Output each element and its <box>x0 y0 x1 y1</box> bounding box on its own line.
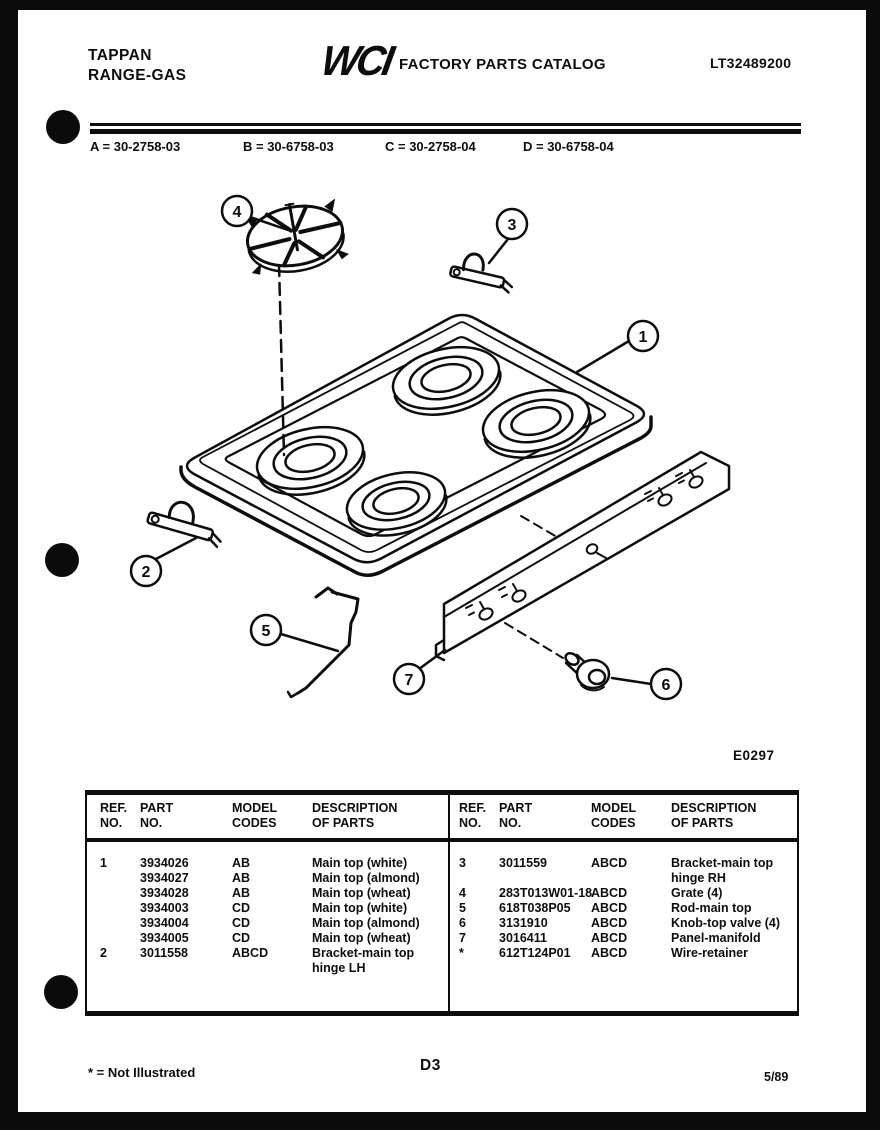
callout-5 <box>251 615 281 645</box>
part-no-cell: 3131910 <box>499 916 548 930</box>
callout-7 <box>394 664 424 694</box>
col-model: MODEL <box>591 801 637 815</box>
callout-1 <box>628 321 658 351</box>
part-no-cell: 3934004 <box>140 916 189 930</box>
description-cell: Bracket-main top hinge RH <box>671 856 774 885</box>
part-no-cell: 3934003 <box>140 901 189 915</box>
parts-table <box>85 790 799 1016</box>
part-no-cell: 3011558 <box>140 946 188 960</box>
model-codes-cell: CD <box>232 916 251 930</box>
table-row <box>459 901 795 916</box>
callout-2 <box>131 556 161 586</box>
table-row <box>100 931 446 946</box>
model-codes-cell: ABCD <box>591 946 628 960</box>
table-row <box>100 946 446 976</box>
date-code: 5/89 <box>764 1070 789 1084</box>
brand-line-1: TAPPAN <box>88 47 152 64</box>
table-row <box>100 901 446 916</box>
model-codes-cell: ABCD <box>591 886 628 900</box>
callout-3 <box>497 209 527 239</box>
brand-line-2: RANGE-GAS <box>88 67 187 84</box>
col-part: PART <box>499 801 533 815</box>
ref-no-cell: 1 <box>100 856 107 870</box>
description-cell: Main top (wheat) <box>312 886 411 900</box>
parts-table-left <box>87 795 448 1011</box>
wci-logo: WCI <box>317 38 395 85</box>
callout-6 <box>651 669 681 699</box>
table-row <box>100 916 446 931</box>
description-cell: Main top (almond) <box>312 871 420 885</box>
ref-no-cell: 3 <box>459 856 466 870</box>
description-cell: Grate (4) <box>671 886 723 900</box>
table-row <box>100 871 446 886</box>
svg-text:1: 1 <box>638 329 648 346</box>
table-row <box>459 946 795 961</box>
part-no-cell: 3934005 <box>140 931 189 945</box>
part-no-cell: 618T038P05 <box>499 901 571 915</box>
part-no-cell: 3011559 <box>499 856 547 870</box>
bracket-lh-part <box>146 494 228 547</box>
col-ref: REF. <box>100 801 128 815</box>
description-cell: Main top (white) <box>312 901 408 915</box>
part-no-cell: 3016411 <box>499 931 547 945</box>
ref-no-cell <box>100 901 140 916</box>
part-no-cell: 3934027 <box>140 871 189 885</box>
ref-no-cell <box>100 916 140 931</box>
description-cell: Main top (almond) <box>312 916 420 930</box>
description-cell: Bracket-main top hinge LH <box>312 946 415 975</box>
table-row <box>459 856 795 886</box>
ref-no-cell: * <box>459 946 464 960</box>
right-rows <box>459 856 795 961</box>
description-cell: Knob-top valve (4) <box>671 916 781 930</box>
svg-text:2: 2 <box>141 564 151 581</box>
part-no-cell: 3934026 <box>140 856 189 870</box>
table-header-row: REF. NO. PART NO. MODEL CODES DESCRIPTION OF PARTS <box>100 801 446 831</box>
ref-no-cell: 4 <box>459 886 466 900</box>
model-codes-cell: CD <box>232 901 251 915</box>
table-header-row: REF. NO. PART NO. MODEL CODES DESCRIPTION OF PARTS <box>459 801 795 831</box>
model-code-b: B = 30-6758-03 <box>243 139 334 154</box>
col-ref: REF. <box>459 801 487 815</box>
svg-text:6: 6 <box>661 677 671 694</box>
model-codes-cell: ABCD <box>591 856 628 870</box>
model-code-d: D = 30-6758-04 <box>523 139 614 154</box>
model-codes-cell: AB <box>232 886 251 900</box>
table-row <box>100 886 446 901</box>
model-code-c: C = 30-2758-04 <box>385 139 476 154</box>
ref-no-cell: 5 <box>459 901 466 915</box>
svg-text:7: 7 <box>404 672 414 689</box>
col-part: PART <box>140 801 174 815</box>
publication-number: LT32489200 <box>710 55 792 71</box>
model-codes-cell: ABCD <box>232 946 269 960</box>
left-rows <box>100 856 446 976</box>
model-codes-cell: AB <box>232 856 251 870</box>
ref-no-cell: 2 <box>100 946 107 960</box>
part-no-cell: 283T013W01-18 <box>499 886 593 900</box>
model-codes-cell: CD <box>232 931 251 945</box>
description-cell: Wire-retainer <box>671 946 748 960</box>
model-codes-cell: AB <box>232 871 251 885</box>
table-row <box>100 856 446 871</box>
ref-no-cell <box>100 871 140 886</box>
table-row <box>459 886 795 901</box>
bracket-rh-part <box>449 250 517 293</box>
model-code-a: A = 30-2758-03 <box>90 139 181 154</box>
ref-no-cell <box>100 931 140 946</box>
rod-part <box>288 588 358 697</box>
svg-text:5: 5 <box>261 623 271 640</box>
description-cell: Rod-main top <box>671 901 752 915</box>
col-desc: DESCRIPTION <box>671 801 757 815</box>
description-cell: Panel-manifold <box>671 931 761 945</box>
catalog-title: FACTORY PARTS CATALOG <box>399 56 606 73</box>
ref-no-cell: 7 <box>459 931 466 945</box>
panel-align-dash <box>521 516 557 537</box>
svg-text:3: 3 <box>507 217 517 234</box>
table-row <box>459 916 795 931</box>
description-cell: Main top (wheat) <box>312 931 411 945</box>
knob-part <box>563 651 609 690</box>
model-codes-cell: ABCD <box>591 901 628 915</box>
figure-code: E0297 <box>733 748 775 763</box>
part-no-cell: 3934028 <box>140 886 189 900</box>
knob-align-dash <box>505 623 563 658</box>
part-no-cell: 612T124P01 <box>499 946 571 960</box>
page-id: D3 <box>420 1057 441 1074</box>
not-illustrated-note: * = Not Illustrated <box>88 1065 196 1080</box>
col-desc: DESCRIPTION <box>312 801 398 815</box>
parts-table-right <box>450 795 797 1011</box>
svg-text:4: 4 <box>232 204 242 221</box>
model-codes-cell: ABCD <box>591 931 628 945</box>
description-cell: Main top (white) <box>312 856 408 870</box>
ref-no-cell <box>100 886 140 901</box>
grate-part <box>241 196 350 279</box>
table-row <box>459 931 795 946</box>
callout-4 <box>222 196 252 226</box>
ref-no-cell: 6 <box>459 916 466 930</box>
model-codes-cell: ABCD <box>591 916 628 930</box>
col-model: MODEL <box>232 801 278 815</box>
